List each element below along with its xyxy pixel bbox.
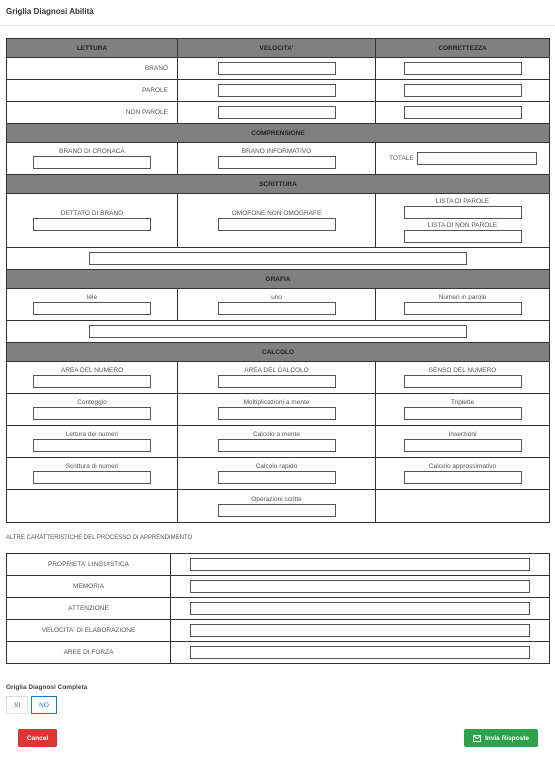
- operazioni-scritte-input[interactable]: [218, 504, 336, 517]
- label-calcolo-mente: Calcolo a mente: [253, 431, 300, 438]
- label-scrittura-numeri: Scrittura di numeri: [65, 463, 119, 470]
- area-numero-input[interactable]: [33, 375, 151, 388]
- table-row: [7, 143, 550, 175]
- header-velocita: VELOCITA': [178, 39, 376, 58]
- triplette-input[interactable]: [404, 407, 522, 420]
- diagnosis-grid: [6, 38, 550, 523]
- section-comprensione: [7, 124, 550, 143]
- numeri-parole-input[interactable]: [404, 302, 522, 315]
- label-dettato: DETTATO DI BRANO: [60, 210, 124, 217]
- non-parole-correttezza-input[interactable]: [404, 106, 522, 119]
- totale-input[interactable]: [417, 152, 537, 165]
- label-moltiplicazioni: Moltiplicazioni a mente: [243, 399, 310, 406]
- table-row: [7, 426, 550, 458]
- table-row: [7, 194, 550, 248]
- row-label-non-parole: NON PAROLE: [7, 102, 178, 124]
- send-button[interactable]: [464, 729, 538, 747]
- table-row: [7, 58, 550, 80]
- table-row: [7, 321, 550, 343]
- parole-correttezza-input[interactable]: [404, 84, 522, 97]
- dettato-input[interactable]: [33, 218, 151, 231]
- row-label-brano: BRANO: [7, 58, 178, 80]
- label-uno: uno: [271, 294, 282, 301]
- calcolo-rapido-input[interactable]: [218, 471, 336, 484]
- title-divider: [0, 25, 555, 26]
- empty-cell: [376, 490, 550, 523]
- label-senso-numero: SENSO DEL NUMERO: [428, 367, 497, 374]
- label-numeri-parole: Numeri in parole: [438, 294, 487, 301]
- complete-toggle: [6, 696, 57, 714]
- table-row: [7, 598, 550, 620]
- table-row: [7, 289, 550, 321]
- brano-informativo-input[interactable]: [218, 156, 336, 169]
- uno-input[interactable]: [218, 302, 336, 315]
- lele-input[interactable]: [33, 302, 151, 315]
- lettura-numeri-input[interactable]: [33, 439, 151, 452]
- trait-label-velocita-elaborazione: VELOCITA' DI ELABORAZIONE: [7, 620, 171, 642]
- section-title-calcolo: CALCOLO: [7, 343, 550, 362]
- area-calcolo-input[interactable]: [218, 375, 336, 388]
- empty-cell: [7, 490, 178, 523]
- option-si[interactable]: SI: [6, 696, 28, 714]
- trait-label-attenzione: ATTENZIONE: [7, 598, 171, 620]
- attenzione-input[interactable]: [190, 602, 530, 615]
- header-lettura: LETTURA: [7, 39, 178, 58]
- label-brano-cronaca: BRANO DI CRONACA: [59, 148, 125, 155]
- table-row: [7, 620, 550, 642]
- proprieta-linguistica-input[interactable]: [190, 558, 530, 571]
- scrittura-numeri-input[interactable]: [33, 471, 151, 484]
- label-inserzioni: Inserzioni: [448, 431, 477, 438]
- trait-label-memoria: MEMORIA: [7, 576, 171, 598]
- brano-correttezza-input[interactable]: [404, 62, 522, 75]
- trait-label-proprieta: PROPRIETA' LINGUISTICA: [7, 554, 171, 576]
- label-operazioni-scritte: Operazioni scritte: [251, 495, 302, 503]
- send-button-label: Invia Risposte: [484, 734, 530, 742]
- label-lista-parole: LISTA DI PAROLE: [435, 198, 490, 205]
- complete-label: Griglia Diagnosi Completa: [6, 684, 88, 691]
- memoria-input[interactable]: [190, 580, 530, 593]
- label-calcolo-rapido: Calcolo rapido: [255, 463, 298, 470]
- table-row: [7, 576, 550, 598]
- section-title-scrittura: SCRITTURA: [7, 175, 550, 194]
- grafia-notes-input[interactable]: [89, 325, 467, 338]
- label-lettura-numeri: Lettura dei numeri: [65, 431, 119, 438]
- section-title-comprensione: COMPRENSIONE: [7, 124, 550, 143]
- cancel-button[interactable]: Cancel: [18, 729, 57, 747]
- section-calcolo: [7, 343, 550, 362]
- conteggio-input[interactable]: [33, 407, 151, 420]
- table-row: [7, 394, 550, 426]
- table-row: [7, 458, 550, 490]
- non-parole-velocita-input[interactable]: [218, 106, 336, 119]
- calcolo-approssimativo-input[interactable]: [404, 471, 522, 484]
- lista-non-parole-input[interactable]: [404, 230, 522, 243]
- traits-table: [6, 553, 550, 664]
- header-correttezza: CORRETTEZZA: [376, 39, 550, 58]
- inserzioni-input[interactable]: [404, 439, 522, 452]
- senso-numero-input[interactable]: [404, 375, 522, 388]
- calcolo-mente-input[interactable]: [218, 439, 336, 452]
- section-scrittura: [7, 175, 550, 194]
- table-row: [7, 248, 550, 270]
- omofone-input[interactable]: [218, 218, 336, 231]
- velocita-elaborazione-input[interactable]: [190, 624, 530, 637]
- table-row: [7, 362, 550, 394]
- label-brano-informativo: BRANO INFORMATIVO: [241, 148, 312, 155]
- moltiplicazioni-input[interactable]: [218, 407, 336, 420]
- table-row: [7, 490, 550, 523]
- label-area-numero: AREA DEL NUMERO: [60, 367, 124, 374]
- parole-velocita-input[interactable]: [218, 84, 336, 97]
- table-row: [7, 80, 550, 102]
- label-conteggio: Conteggio: [77, 399, 107, 406]
- aree-forza-input[interactable]: [190, 646, 530, 659]
- section-grafia: [7, 270, 550, 289]
- trait-label-aree-forza: AREE DI FORZA: [7, 642, 171, 664]
- label-calcolo-approssimativo: Calcolo approssimativo: [428, 463, 497, 470]
- brano-cronaca-input[interactable]: [33, 156, 151, 169]
- row-label-parole: PAROLE: [7, 80, 178, 102]
- scrittura-notes-input[interactable]: [89, 252, 467, 265]
- label-totale: TOTALE: [389, 155, 414, 162]
- lista-parole-input[interactable]: [404, 206, 522, 219]
- label-lele: lele: [86, 294, 98, 301]
- table-row: [7, 554, 550, 576]
- option-no[interactable]: NO: [31, 696, 57, 714]
- envelope-icon: [473, 735, 481, 742]
- table-row: [7, 642, 550, 664]
- section-title-grafia: GRAFIA: [7, 270, 550, 289]
- label-triplette: Triplette: [450, 399, 475, 406]
- brano-velocita-input[interactable]: [218, 62, 336, 75]
- page-title: Griglia Diagnosi Abilità: [6, 7, 94, 16]
- label-lista-non-parole: LISTA DI NON PAROLE: [427, 222, 498, 229]
- label-area-calcolo: AREA DEL CALCOLO: [244, 367, 309, 374]
- traits-title: ALTRE CARATTERISTICHE DEL PROCESSO DI APPRENDIMENTO: [6, 535, 193, 541]
- label-omofone: OMOFONE NON OMOGRAFE: [231, 210, 322, 217]
- grid-header-row: [7, 39, 550, 58]
- table-row: [7, 102, 550, 124]
